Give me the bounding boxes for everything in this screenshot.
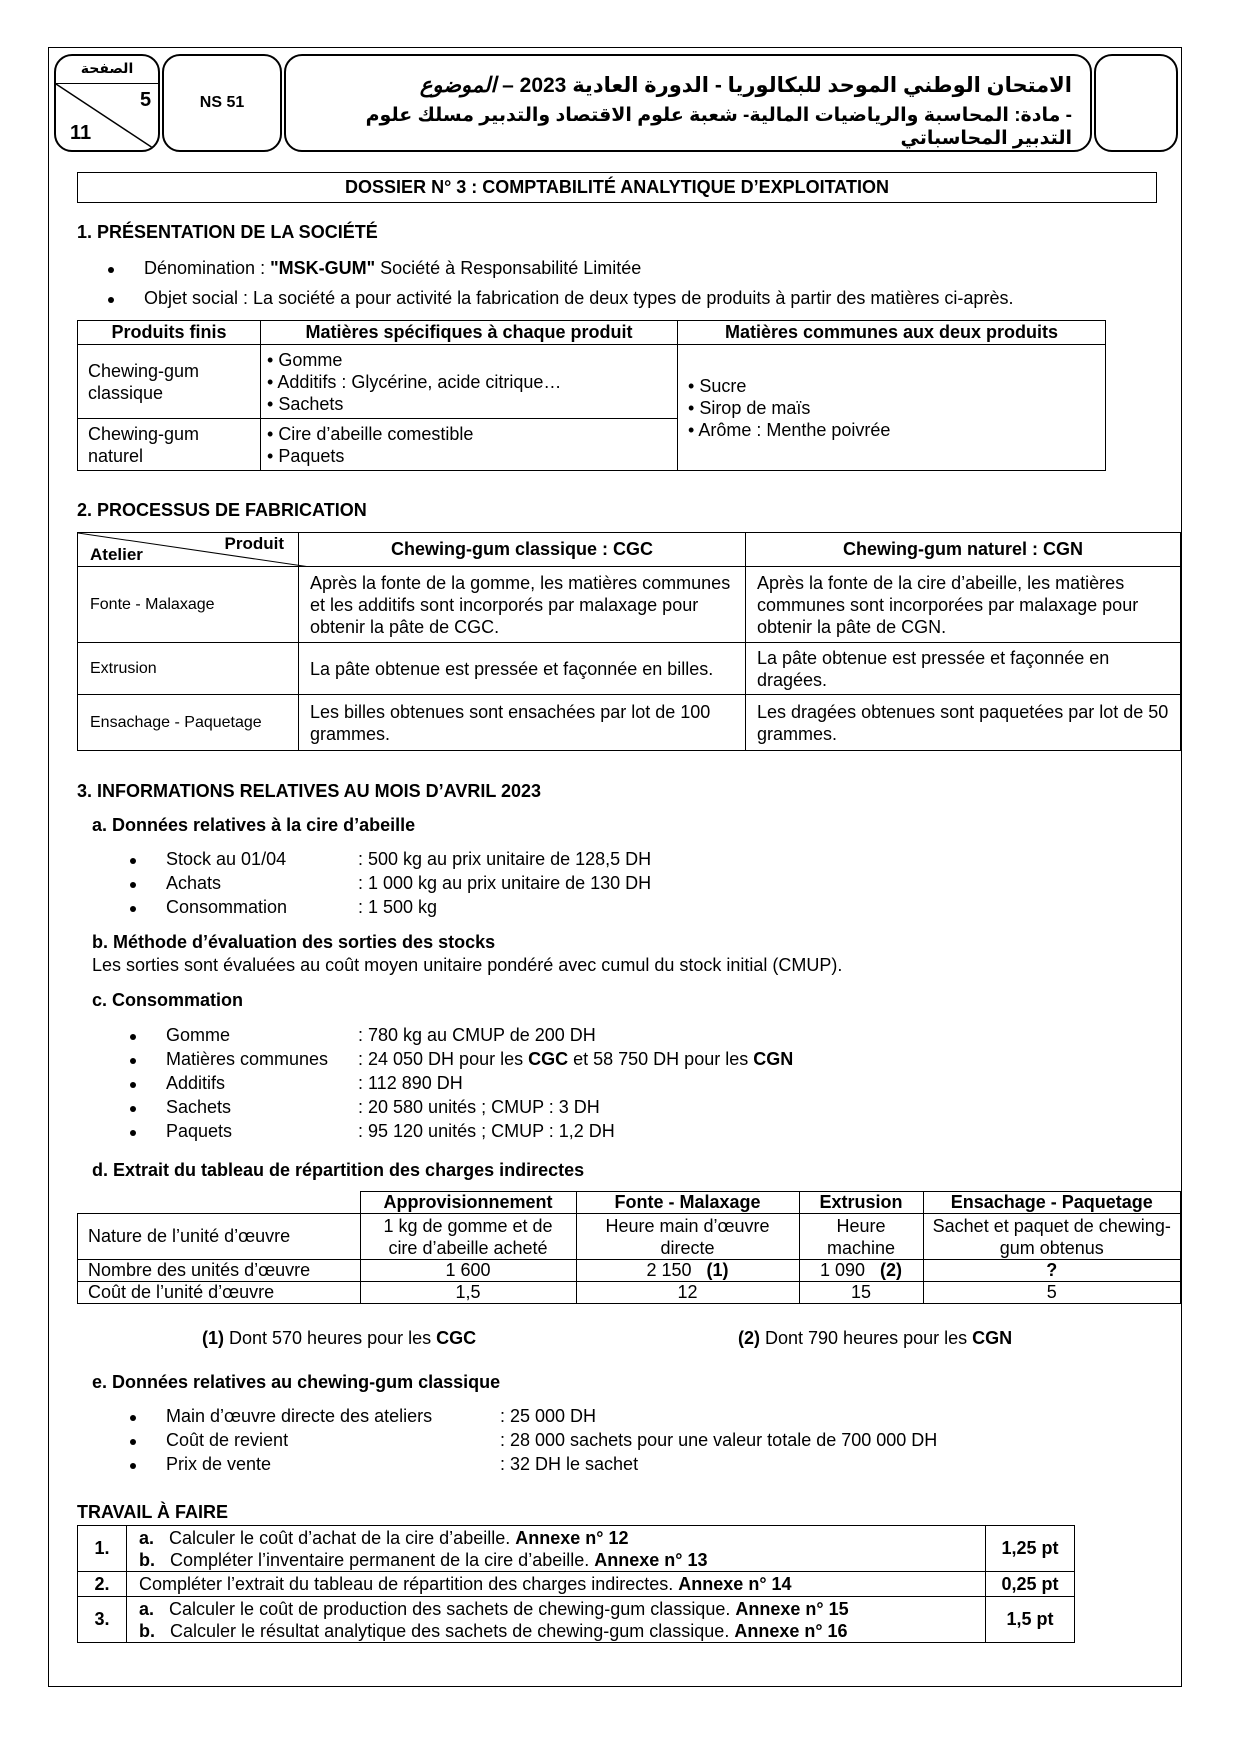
section1-heading: 1. PRÉSENTATION DE LA SOCIÉTÉ (77, 222, 378, 242)
nature-fonte: Heure main d’œuvre directe (576, 1214, 799, 1260)
travail-points-1: 1,25 pt (986, 1526, 1075, 1572)
exam-code: NS 51 (162, 54, 282, 152)
dossier-title: DOSSIER N° 3 : COMPTABILITÉ ANALYTIQUE D’EXPLOITATION (77, 172, 1157, 203)
materials-common: • Sucre • Sirop de maïs • Arôme : Menthe poivrée (678, 345, 1106, 471)
title-highlight: الموضوع (419, 72, 497, 97)
nature-label: Nature de l’unité d’œuvre (78, 1214, 361, 1260)
nature-extrusion: Heure machine (799, 1214, 923, 1260)
sub-b-heading: b. Méthode d’évaluation des sorties des stocks (92, 932, 496, 952)
th-ensachage: Ensachage - Paquetage (923, 1192, 1181, 1214)
travail-num-3: 3. (78, 1597, 127, 1643)
section2-heading: 2. PROCESSUS DE FABRICATION (77, 500, 367, 520)
nombre-fonte: 2 150 (1) (576, 1260, 799, 1282)
bullet (108, 267, 114, 273)
travail-row-2: Compléter l’extrait du tableau de répartition des charges indirectes. Annexe n° 14 (127, 1572, 986, 1597)
th-produits: Produits finis (78, 321, 261, 345)
corner-produit: Produit (224, 534, 284, 553)
cout-extrusion: 15 (799, 1282, 923, 1304)
header-empty-box (1094, 54, 1178, 152)
fonte-cgc: Après la fonte de la gomme, les matières communes et les additifs sont incorporés par malaxage pour obtenir la pâte de CGC. (299, 567, 746, 643)
materials-cgc: • Gomme • Additifs : Glycérine, acide citrique… • Sachets (261, 345, 678, 419)
travail-heading: TRAVAIL À FAIRE (77, 1502, 229, 1522)
cout-ensachage: 5 (923, 1282, 1181, 1304)
th-cgn: Chewing-gum naturel : CGN (746, 533, 1181, 567)
page-current: 5 (140, 89, 152, 111)
charges-table (77, 1191, 1181, 1304)
atelier-fonte: Fonte - Malaxage (78, 567, 299, 643)
atelier-extrusion: Extrusion (78, 643, 299, 695)
fonte-cgn: Après la fonte de la cire d’abeille, les matières communes sont incorporées par malaxage pour obtenir la pâte de CGN. (746, 567, 1181, 643)
empty-corner (78, 1192, 361, 1214)
cout-label: Coût de l’unité d’œuvre (78, 1282, 361, 1304)
ensachage-cgc: Les billes obtenues sont ensachées par lot de 100 grammes. (299, 695, 746, 751)
exam-title-line2: - مادة: المحاسبة والرياضيات المالية- شعبة علوم الاقتصاد والتدبير مسلك علوم التدبير المحاسباتي (365, 105, 1072, 149)
th-extrusion: Extrusion (799, 1192, 923, 1214)
nombre-extrusion: 1 090 (2) (799, 1260, 923, 1282)
sub-e-heading: e. Données relatives au chewing-gum classique (92, 1372, 501, 1392)
cout-fonte: 12 (576, 1282, 799, 1304)
sub-b-text: Les sorties sont évaluées au coût moyen unitaire pondéré avec cumul du stock initial (CMUP). (92, 955, 843, 975)
nombre-appro: 1 600 (360, 1260, 576, 1282)
footnote-1: (1) Dont 570 heures pour les CGC (202, 1328, 477, 1348)
cout-appro: 1,5 (360, 1282, 576, 1304)
th-communes: Matières communes aux deux produits (678, 321, 1106, 345)
exam-title-box (284, 54, 1092, 152)
travail-table (77, 1525, 1075, 1643)
travail-row-3: a. Calculer le coût de production des sachets de chewing-gum classique. Annexe n° 15 b. Calculer le résultat analytique des sachets de chewing-gum classique. Annexe n° 16 (127, 1597, 986, 1643)
travail-points-2: 0,25 pt (986, 1572, 1075, 1597)
corner-cell (78, 533, 299, 567)
th-approvisionnement: Approvisionnement (360, 1192, 576, 1214)
products-table (77, 320, 1106, 471)
product-cgn: Chewing-gum naturel (78, 419, 261, 471)
nombre-ensachage: ? (923, 1260, 1181, 1282)
corner-atelier: Atelier (90, 545, 143, 564)
nature-ensachage: Sachet et paquet de chewing-gum obtenus (923, 1214, 1181, 1260)
nature-appro: 1 kg de gomme et de cire d’abeille acheté (360, 1214, 576, 1260)
travail-num-1: 1. (78, 1526, 127, 1572)
extrusion-cgc: La pâte obtenue est pressée et façonnée en billes. (299, 643, 746, 695)
extrusion-cgn: La pâte obtenue est pressée et façonnée en dragées. (746, 643, 1181, 695)
page-label: الصفحة (80, 60, 134, 76)
nombre-label: Nombre des unités d’œuvre (78, 1260, 361, 1282)
section3-heading: 3. INFORMATIONS RELATIVES AU MOIS D’AVRIL 2023 (77, 781, 542, 801)
bullet (108, 297, 114, 303)
objet-social: Objet social : La société a pour activité la fabrication de deux types de produits à partir des matières ci-après. (144, 288, 1014, 308)
process-table (77, 532, 1181, 751)
sub-d-heading: d. Extrait du tableau de répartition des charges indirectes (92, 1160, 585, 1180)
atelier-ensachage: Ensachage - Paquetage (78, 695, 299, 751)
page-total: 11 (70, 122, 92, 144)
sub-c-heading: c. Consommation (92, 990, 244, 1010)
th-fonte: Fonte - Malaxage (576, 1192, 799, 1214)
travail-points-3: 1,5 pt (986, 1597, 1075, 1643)
product-cgc: Chewing-gum classique (78, 345, 261, 419)
th-specifiques: Matières spécifiques à chaque produit (261, 321, 678, 345)
travail-num-2: 2. (78, 1572, 127, 1597)
exam-title-line1: الامتحان الوطني الموحد للبكالوريا - الدورة العادية 2023 – الموضوع (419, 72, 1072, 97)
denomination: Dénomination : "MSK-GUM" Société à Responsabilité Limitée (144, 258, 642, 278)
th-cgc: Chewing-gum classique : CGC (299, 533, 746, 567)
sub-a-heading: a. Données relatives à la cire d’abeille (92, 815, 416, 835)
ensachage-cgn: Les dragées obtenues sont paquetées par lot de 50 grammes. (746, 695, 1181, 751)
travail-row-1: a. Calculer le coût d’achat de la cire d’abeille. Annexe n° 12 b. Compléter l’inventaire permanent de la cire d’abeille. Annexe n° 13 (127, 1526, 986, 1572)
materials-cgn: • Cire d’abeille comestible • Paquets (261, 419, 678, 471)
footnote-2: (2) Dont 790 heures pour les CGN (738, 1328, 1013, 1348)
page-number-box (54, 54, 160, 152)
